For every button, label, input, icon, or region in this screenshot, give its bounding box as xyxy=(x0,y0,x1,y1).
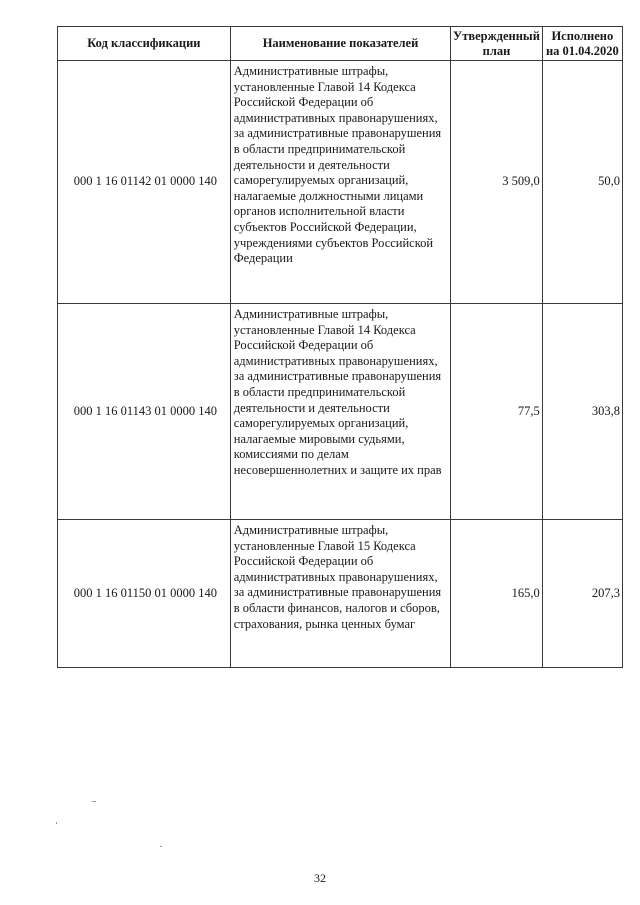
indicators-table xyxy=(57,26,623,668)
header-done xyxy=(542,27,622,61)
approved-plan-cell: 165,0 xyxy=(451,520,542,668)
scan-artifact xyxy=(160,846,162,847)
header-done-line1: Исполнено xyxy=(551,28,614,43)
executed-cell: 207,3 xyxy=(542,520,622,668)
header-code: Код классификации xyxy=(58,27,231,61)
indicator-name-cell: Административные штрафы, установленные Главой 14 Кодекса Российской Федерации об административных правонарушениях, за административные правонарушения в области предпринимательской деятельности и деятельности саморегулируемых организаций, налагаемые должностными лицами органов исполнительной власти субъектов Российской Федерации, учреждениями субъектов Российской Федерации xyxy=(230,61,451,304)
indicator-name-cell: Административные штрафы, установленные Главой 15 Кодекса Российской Федерации об административных правонарушениях, за административные правонарушения в области финансов, налогов и сборов, страхования, рынка ценных бумаг xyxy=(230,520,451,668)
executed-cell: 303,8 xyxy=(542,304,622,520)
header-plan xyxy=(451,27,542,61)
approved-plan-cell: 77,5 xyxy=(451,304,542,520)
header-plan-line1: Утвержденный xyxy=(453,28,540,43)
table-header-row xyxy=(58,27,623,61)
header-plan-line2: план xyxy=(482,43,511,58)
table-row xyxy=(58,520,623,668)
approved-plan-cell: 3 509,0 xyxy=(451,61,542,304)
scan-artifact xyxy=(56,822,57,824)
page-number: 32 xyxy=(314,871,326,885)
header-done-line2: на 01.04.2020 xyxy=(545,43,619,58)
classification-code-cell: 000 1 16 01150 01 0000 140 xyxy=(58,520,231,668)
indicator-name-cell: Административные штрафы, установленные Главой 14 Кодекса Российской Федерации об административных правонарушениях, за административные правонарушения в области предпринимательской деятельности и деятельности саморегулируемых организаций, налагаемые мировыми судьями, комиссиями по делам несовершеннолетних и защите их прав xyxy=(230,304,451,520)
table-row xyxy=(58,304,623,520)
executed-cell: 50,0 xyxy=(542,61,622,304)
table-row xyxy=(58,61,623,304)
classification-code-cell: 000 1 16 01143 01 0000 140 xyxy=(58,304,231,520)
classification-code-cell: 000 1 16 01142 01 0000 140 xyxy=(58,61,231,304)
header-name: Наименование показателей xyxy=(230,27,451,61)
scan-artifact xyxy=(92,801,96,802)
